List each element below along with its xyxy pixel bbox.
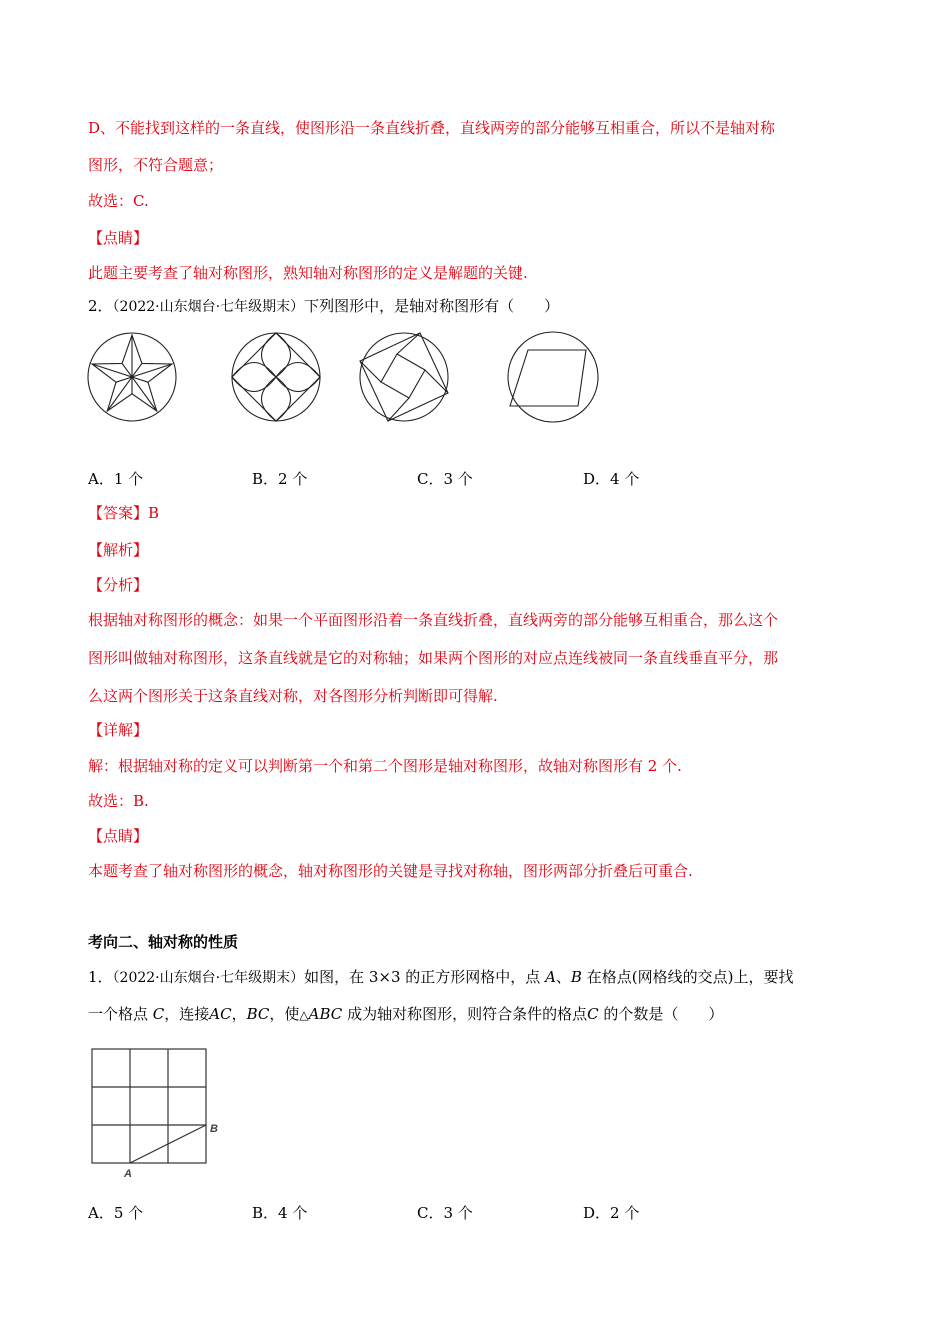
label-b: B [210,1123,218,1135]
section-title: 考向二、轴对称的性质 [88,933,239,951]
q3-line2-c: ，使 [269,1005,300,1023]
q3-line2-a: 一个格点 [88,1005,149,1023]
q3-option-c[interactable]: C．3 个 [417,1204,473,1222]
q3-comma: ， [231,1005,247,1023]
var-ac: AC [209,1005,232,1023]
var-c-2: C [587,1005,599,1023]
q2-stem-text: 下列图形中，是轴对称图形有（ ） [304,297,560,315]
var-bc: BC [246,1005,270,1023]
q2-options [88,468,788,488]
q2-analysis-line1: 根据轴对称图形的概念：如果一个平面图形沿着一条直线折叠，直线两旁的部分能够互相重合，那么这个 [88,611,779,629]
triangle-symbol: △ [299,1008,309,1022]
prev-comment: 此题主要考查了轴对称图形，熟知轴对称图形的定义是解题的关键. [88,264,528,282]
prev-option-d-line2: 图形，不符合题意； [88,156,224,174]
var-a: A [545,968,556,986]
prev-option-d-line1: D、不能找到这样的一条直线，使图形沿一条直线折叠，直线两旁的部分能够互相重合，所以不是轴对称 [88,119,776,137]
q3-line2-b: ，连接 [164,1005,210,1023]
prev-comment-heading: 【点睛】 [88,229,149,247]
q2-detail-heading: 【详解】 [88,721,149,739]
q2-number: 2． [88,297,113,315]
figure-parallelogram-in-circle [508,332,598,422]
q3-sep: 、 [555,968,571,986]
q3-stem-line1 [88,967,793,988]
q2-analysis-line3: 么这两个图形关于这条直线对称，对各图形分析判断即可得解. [88,687,498,705]
q2-option-a[interactable]: A．1 个 [88,470,144,488]
q2-comment-heading: 【点睛】 [88,827,149,845]
q2-source: （2022·山东烟台·七年级期末） [112,299,305,315]
q2-figures [86,330,606,424]
q3-option-b[interactable]: B．4 个 [252,1204,308,1222]
label-a: A [124,1168,132,1180]
var-abc: ABC [308,1005,343,1023]
q3-option-d[interactable]: D．2 个 [583,1204,640,1222]
q2-option-b[interactable]: B．2 个 [252,470,308,488]
q3-source: （2022·山东烟台·七年级期末） [112,970,305,986]
q2-choose: 故选：B. [88,792,149,810]
figure-pinwheel-in-circle [360,333,448,421]
q2-answer: 【答案】B [88,504,160,522]
q2-option-c[interactable]: C．3 个 [417,470,473,488]
var-b: B [570,968,582,986]
q2-analysis-line2: 图形叫做轴对称图形，这条直线就是它的对称轴；如果两个图形的对应点连线被同一条直线垂直平分，那 [88,649,779,667]
q2-option-d[interactable]: D．4 个 [583,470,640,488]
prev-choose: 故选：C. [88,192,149,210]
q3-stem-a: 如图，在 3×3 的正方形网格中，点 [304,968,541,986]
q3-grid-figure [86,1044,236,1184]
q2-jiexi-heading: 【解析】 [88,541,149,559]
q2-analysis-heading: 【分析】 [88,576,149,594]
q3-line2-d: 成为轴对称图形，则符合条件的格点 [347,1005,588,1023]
var-c: C [152,1005,165,1023]
q2-comment: 本题考查了轴对称图形的概念，轴对称图形的关键是寻找对称轴，图形两部分折叠后可重合. [88,862,693,880]
q3-line2-e: 的个数是（ ） [603,1005,724,1023]
figure-star-in-circle [88,333,176,421]
q3-number: 1． [88,968,113,986]
q2-stem [88,296,559,317]
q2-detail: 解：根据轴对称的定义可以判断第一个和第二个图形是轴对称图形，故轴对称图形有 2 个. [88,757,682,775]
q3-option-a[interactable]: A．5 个 [88,1204,144,1222]
figure-petals-in-circle [232,333,320,421]
q3-stem-line2 [88,1004,723,1025]
q3-stem-b: 在格点(网格线的交点)上，要找 [586,968,794,986]
q3-options [88,1202,788,1222]
